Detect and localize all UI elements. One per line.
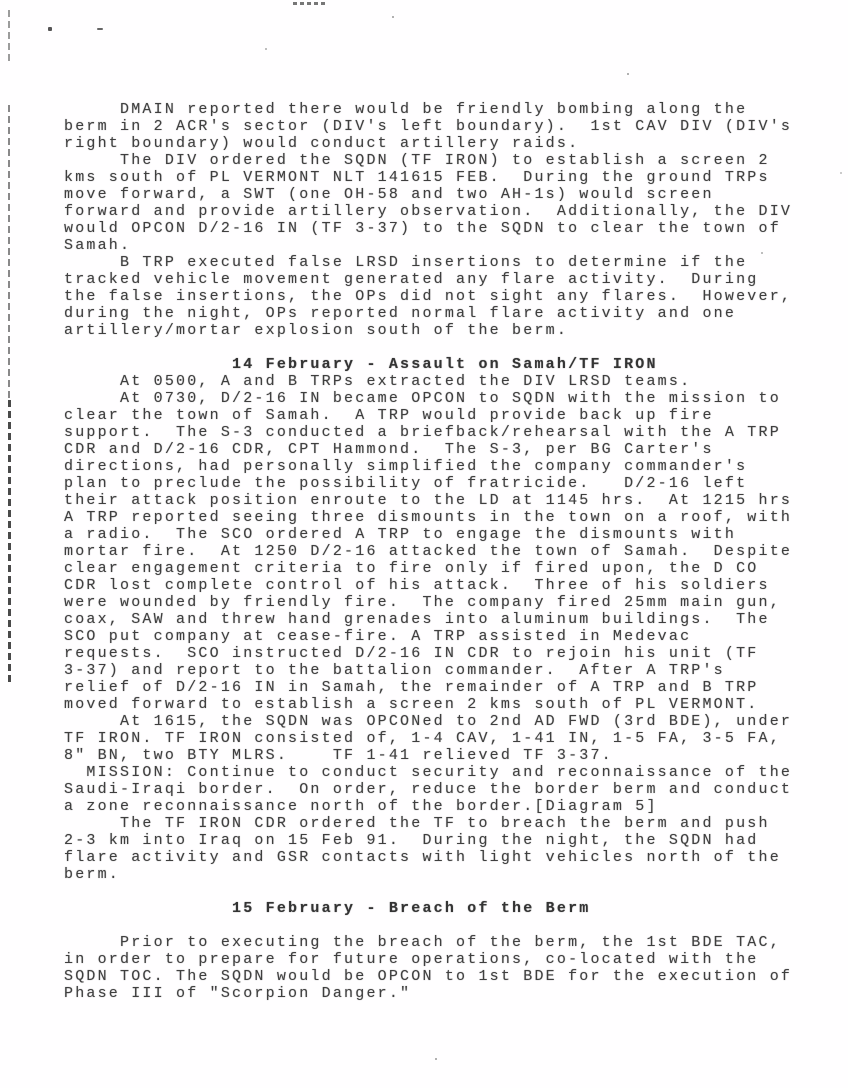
scan-artifact-speck — [265, 48, 267, 50]
text-line: Saudi-Iraqi border. On order, reduce the border berm and conduct — [64, 781, 793, 798]
text-line: requests. SCO instructed D/2-16 IN CDR to rejoin his unit (TF — [64, 645, 759, 662]
text-line: mortar fire. At 1250 D/2-16 attacked the town of Samah. Despite — [64, 543, 793, 560]
text-line: berm. — [64, 866, 121, 883]
text-line: in order to prepare for future operations, co-located with the — [64, 951, 759, 968]
text-line: CDR lost complete control of his attack. Three of his soldiers — [64, 577, 770, 594]
text-line: relief of D/2-16 IN in Samah, the remainder of A TRP and B TRP — [64, 679, 759, 696]
text-line: the false insertions, the OPs did not sight any flares. However, — [64, 288, 793, 305]
document-lines — [64, 101, 792, 1002]
section-heading: 14 February - Assault on Samah/TF IRON — [64, 356, 658, 373]
text-line: Phase III of "Scorpion Danger." — [64, 985, 412, 1002]
text-line: SQDN TOC. The SQDN would be OPCON to 1st BDE for the execution of — [64, 968, 793, 985]
text-line: 2-3 km into Iraq on 15 Feb 91. During the night, the SQDN had — [64, 832, 759, 849]
text-line: berm in 2 ACR's sector (DIV's left boundary). 1st CAV DIV (DIV's — [64, 118, 793, 135]
scan-artifact-left-edge — [8, 105, 10, 400]
text-line: directions, had personally simplified the company commander's — [64, 458, 748, 475]
text-line: At 1615, the SQDN was OPCONed to 2nd AD FWD (3rd BDE), under — [64, 713, 793, 730]
text-line: The TF IRON CDR ordered the TF to breach the berm and push — [64, 815, 770, 832]
blank-line — [64, 917, 792, 934]
scan-artifact-left-edge — [8, 400, 11, 685]
text-line: kms south of PL VERMONT NLT 141615 FEB. During the ground TRPs — [64, 169, 770, 186]
text-line: a zone reconnaissance north of the border.[Diagram 5] — [64, 798, 658, 815]
text-line: coax, SAW and threw hand grenades into aluminum buildings. The — [64, 611, 770, 628]
section-heading: 15 February - Breach of the Berm — [64, 900, 591, 917]
text-line: Samah. — [64, 237, 132, 254]
text-line: right boundary) would conduct artillery raids. — [64, 135, 580, 152]
text-line: support. The S-3 conducted a briefback/rehearsal with the A TRP — [64, 424, 781, 441]
text-line: plan to preclude the possibility of fratricide. D/2-16 left — [64, 475, 748, 492]
scan-artifact-speck — [627, 73, 629, 75]
text-line: TF IRON. TF IRON consisted of, 1-4 CAV, 1-41 IN, 1-5 FA, 3-5 FA, — [64, 730, 781, 747]
scan-artifact-speck — [840, 172, 842, 174]
text-line: during the night, OPs reported normal flare activity and one — [64, 305, 737, 322]
blank-line — [64, 883, 792, 900]
text-line: 3-37) and report to the battalion commander. After A TRP's — [64, 662, 725, 679]
text-line: Prior to executing the breach of the berm, the 1st BDE TAC, — [64, 934, 781, 951]
text-line: clear engagement criteria to fire only if fired upon, the D CO — [64, 560, 759, 577]
text-line: SCO put company at cease-fire. A TRP assisted in Medevac — [64, 628, 692, 645]
scan-artifact-speck — [392, 16, 394, 18]
text-line: At 0730, D/2-16 IN became OPCON to SQDN with the mission to — [64, 390, 781, 407]
text-line: moved forward to establish a screen 2 kms south of PL VERMONT. — [64, 696, 759, 713]
scan-artifact-speck — [48, 27, 52, 31]
text-line: move forward, a SWT (one OH-58 and two AH-1s) would screen — [64, 186, 714, 203]
scan-artifact-left-edge — [8, 10, 10, 65]
text-line: tracked vehicle movement generated any flare activity. During — [64, 271, 759, 288]
text-line: DMAIN reported there would be friendly bombing along the — [64, 101, 748, 118]
text-line: flare activity and GSR contacts with light vehicles north of the — [64, 849, 781, 866]
text-line: CDR and D/2-16 CDR, CPT Hammond. The S-3, per BG Carter's — [64, 441, 714, 458]
text-line: their attack position enroute to the LD at 1145 hrs. At 1215 hrs — [64, 492, 793, 509]
text-line: forward and provide artillery observation. Additionally, the DIV — [64, 203, 793, 220]
blank-line — [64, 339, 792, 356]
text-line: would OPCON D/2-16 IN (TF 3-37) to the SQDN to clear the town of — [64, 220, 781, 237]
text-line: were wounded by friendly fire. The company fired 25mm main gun, — [64, 594, 781, 611]
scan-artifact-top-dashes — [293, 2, 325, 5]
text-line: 8" BN, two BTY MLRS. TF 1-41 relieved TF 3-37. — [64, 747, 613, 764]
text-line: clear the town of Samah. A TRP would provide back up fire — [64, 407, 714, 424]
text-line: MISSION: Continue to conduct security and reconnaissance of the — [64, 764, 793, 781]
scan-artifact-speck — [97, 28, 103, 30]
text-line: artillery/mortar explosion south of the berm. — [64, 322, 569, 339]
scan-artifact-speck — [435, 1058, 437, 1060]
text-line: At 0500, A and B TRPs extracted the DIV LRSD teams. — [64, 373, 692, 390]
text-line: A TRP reported seeing three dismounts in the town on a roof, with — [64, 509, 793, 526]
text-line: a radio. The SCO ordered A TRP to engage the dismounts with — [64, 526, 737, 543]
text-line: The DIV ordered the SQDN (TF IRON) to establish a screen 2 — [64, 152, 770, 169]
text-line: B TRP executed false LRSD insertions to determine if the — [64, 254, 748, 271]
